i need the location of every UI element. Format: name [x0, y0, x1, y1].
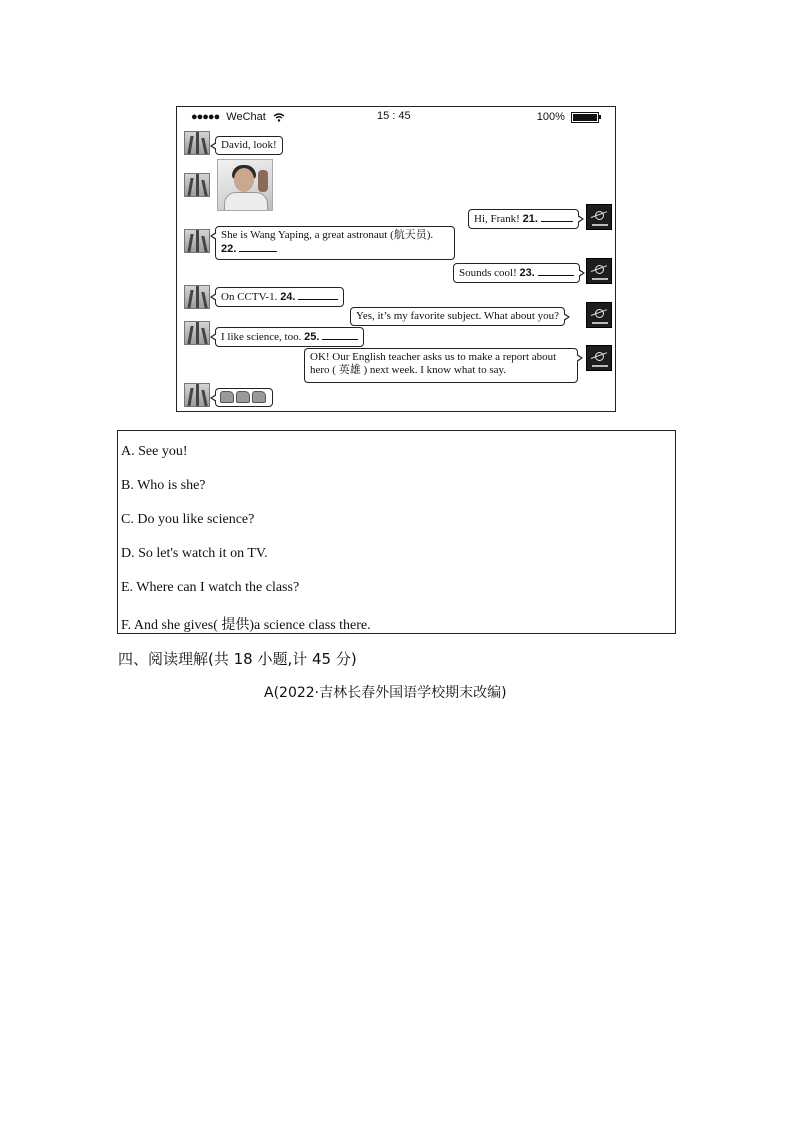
avatar-frank[interactable]: [184, 229, 210, 253]
astronaut-photo[interactable]: [217, 159, 273, 211]
message-text: On CCTV-1.: [221, 291, 281, 303]
message-text: hero ( 英雄 ) next week. I know what to say.: [310, 364, 507, 376]
wifi-icon: [273, 113, 285, 122]
passage-source: A(2022·吉林长春外国语学校期末改编): [264, 685, 507, 701]
avatar-frank[interactable]: [184, 321, 210, 345]
question-number: 24.: [280, 291, 296, 303]
avatar-david[interactable]: [586, 302, 612, 328]
battery-fill: [573, 114, 597, 121]
avatar-david[interactable]: [586, 204, 612, 230]
clock: 15 : 45: [377, 110, 411, 122]
answer-blank: [541, 212, 573, 222]
message-text: Hi, Frank!: [474, 213, 523, 225]
message-text: David, look!: [221, 139, 277, 151]
avatar-david[interactable]: [586, 345, 612, 371]
chat-bubble: [453, 263, 580, 283]
option-a: A. See you!: [121, 444, 188, 459]
status-bar: [177, 107, 615, 127]
avatar-frank[interactable]: [184, 383, 210, 407]
chat-bubble: [215, 136, 283, 155]
option-e: E. Where can I watch the class?: [121, 580, 300, 595]
option-b: B. Who is she?: [121, 478, 206, 493]
battery-percent: 100%: [536, 111, 565, 123]
message-text: OK! Our English teacher asks us to make a report about: [310, 351, 557, 363]
avatar-frank[interactable]: [184, 131, 210, 155]
carrier-label: WeChat: [226, 111, 266, 123]
thumbs-up-icon: [236, 391, 250, 403]
message-text: Yes, it’s my favorite subject. What about you?: [356, 310, 560, 322]
answer-blank: [298, 290, 338, 300]
question-number: 25.: [304, 331, 320, 343]
chat-bubble: [215, 226, 455, 260]
thumbs-up-icon: [220, 391, 234, 403]
avatar-david[interactable]: [586, 258, 612, 284]
battery-icon: [571, 112, 599, 123]
section-heading: 四、阅读理解(共 18 小题,计 45 分): [118, 650, 357, 668]
answer-options-box: [117, 430, 676, 634]
chat-bubble: [350, 307, 565, 326]
option-c: C. Do you like science?: [121, 512, 255, 527]
question-number: 22.: [221, 243, 237, 255]
avatar-frank[interactable]: [184, 285, 210, 309]
thumbs-up-icon: [252, 391, 266, 403]
chat-bubble-thumbs: [215, 388, 273, 407]
question-number: 21.: [522, 213, 538, 225]
avatar-frank[interactable]: [184, 173, 210, 197]
message-text: I like science, too.: [221, 331, 305, 343]
option-d: D. So let's watch it on TV.: [121, 546, 268, 561]
message-text: Sounds cool!: [459, 267, 520, 279]
chat-bubble: [215, 327, 364, 347]
answer-blank: [538, 266, 574, 276]
signal-dots: ●●●●●: [191, 111, 220, 123]
chat-bubble: [468, 209, 579, 229]
chat-bubble: [215, 287, 344, 307]
message-text: She is Wang Yaping, a great astronaut (航天员).: [221, 229, 434, 241]
question-number: 23.: [519, 267, 535, 279]
answer-blank: [322, 330, 358, 340]
chat-bubble: [304, 348, 578, 383]
wechat-phone-screen: [176, 106, 616, 412]
answer-blank: [239, 242, 277, 252]
option-f: F. And she gives( 提供)a science class there.: [121, 618, 371, 633]
